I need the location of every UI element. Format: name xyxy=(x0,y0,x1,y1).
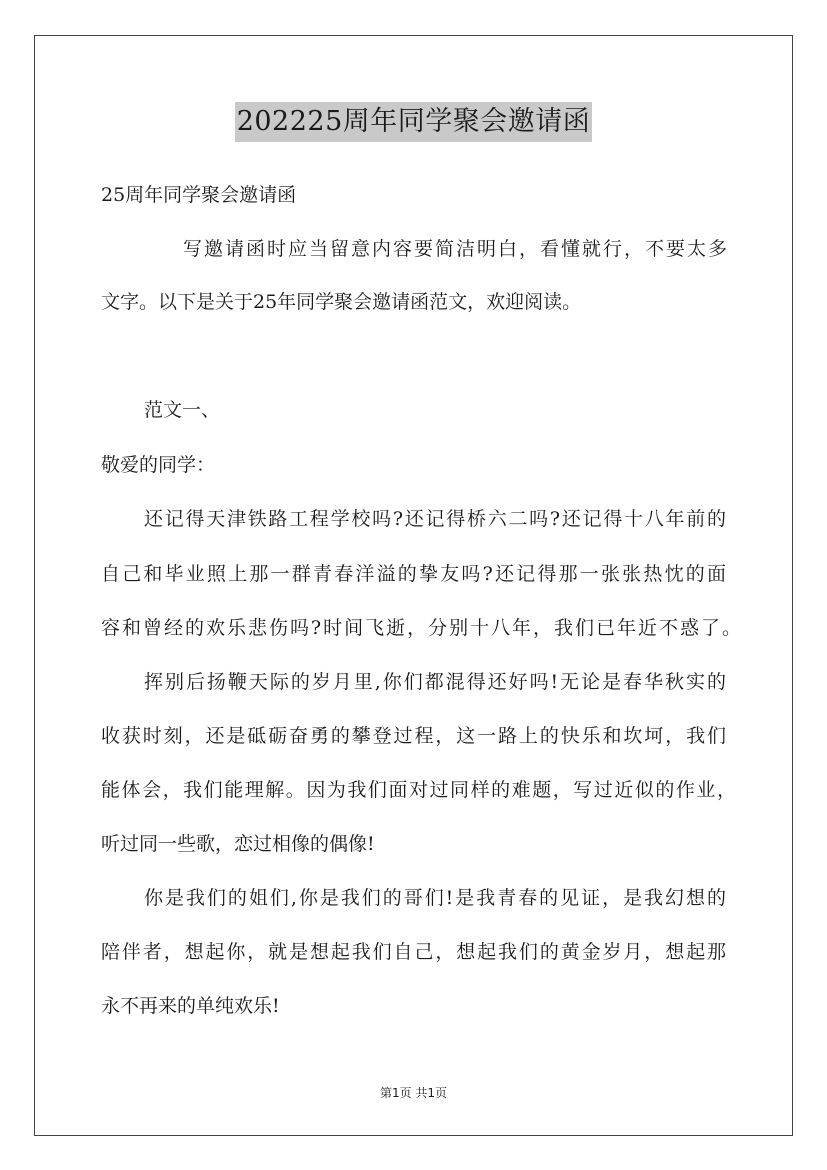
paragraph2-line-2: 收获时刻，还是砥砺奋勇的攀登过程，这一路上的快乐和坎坷，我们 xyxy=(101,725,726,747)
salutation: 敬爱的同学： xyxy=(101,454,216,476)
paragraph3-line-1: 你是我们的姐们,你是我们的哥们!是我青春的见证，是我幻想的 xyxy=(144,887,726,909)
intro-line-2: 文字。以下是关于25年同学聚会邀请函范文，欢迎阅读。 xyxy=(101,291,582,313)
paragraph2-line-1: 挥别后扬鞭天际的岁月里,你们都混得还好吗!无论是春华秋实的 xyxy=(144,671,726,693)
section-heading: 范文一、 xyxy=(144,399,221,421)
paragraph1-line-2: 自己和毕业照上那一群青春洋溢的挚友吗?还记得那一张张热忱的面 xyxy=(101,563,726,585)
title-container xyxy=(0,102,827,142)
document-title: 202225周年同学聚会邀请函 xyxy=(235,102,593,142)
paragraph2-line-3: 能体会，我们能理解。因为我们面对过同样的难题，写过近似的作业， xyxy=(101,779,736,801)
paragraph3-line-3: 永不再来的单纯欢乐! xyxy=(101,995,280,1017)
paragraph2-line-4: 听过同一些歌，恋过相像的偶像! xyxy=(101,833,375,855)
page-footer: 第1页 共1页 xyxy=(379,1086,448,1100)
paragraph3-line-2: 陪伴者，想起你，就是想起我们自己，想起我们的黄金岁月，想起那 xyxy=(101,941,726,963)
document-subtitle: 25周年同学聚会邀请函 xyxy=(101,184,297,206)
intro-line-1: 写邀请函时应当留意内容要简洁明白，看懂就行，不要太多 xyxy=(183,238,727,260)
paragraph1-line-1: 还记得天津铁路工程学校吗?还记得桥六二吗?还记得十八年前的 xyxy=(144,508,726,530)
paragraph1-line-3: 容和曾经的欢乐悲伤吗?时间飞逝，分别十八年，我们已年近不惑了。 xyxy=(101,617,741,639)
